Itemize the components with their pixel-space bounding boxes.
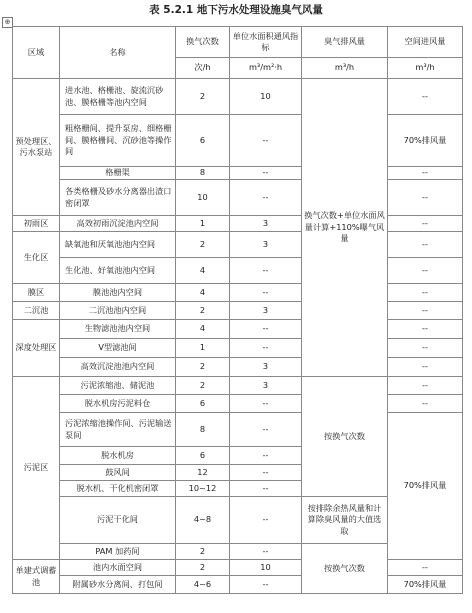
- name-cell: 进水池、格栅池、旋流沉砂池、膜格栅等池内空间: [60, 79, 176, 115]
- space-cell: 70%排风量: [388, 576, 463, 594]
- header-area: 区域: [13, 27, 60, 79]
- header-ach: 换气次数: [176, 27, 230, 58]
- name-cell: 生化池、好氧池池内空间: [60, 258, 176, 284]
- ach-cell: 10: [176, 180, 230, 216]
- space-cell: --: [388, 320, 463, 339]
- unit-cell: --: [230, 180, 302, 216]
- name-cell: 脱水机房污泥料仓: [60, 395, 176, 413]
- space-cell: --: [388, 560, 463, 576]
- ach-cell: 2: [176, 560, 230, 576]
- name-cell: PAM 加药间: [60, 544, 176, 560]
- table-row: [13, 167, 463, 180]
- ach-cell: 4~6: [176, 576, 230, 594]
- area-cell: 二沉池: [13, 302, 60, 320]
- name-cell: 脱水机、干化机密闭罩: [60, 481, 176, 497]
- ach-cell: 12: [176, 465, 230, 481]
- space-cell: --: [388, 216, 463, 232]
- header-name: 名称: [60, 27, 176, 79]
- space-cell: 70%排风量: [388, 115, 463, 167]
- unit-cell: --: [230, 320, 302, 339]
- space-cell: --: [388, 302, 463, 320]
- name-cell: V型滤池间: [60, 339, 176, 358]
- space-cell: --: [388, 79, 463, 115]
- odor-merged-cell: 按换气次数: [302, 377, 388, 497]
- unit-cell: --: [230, 465, 302, 481]
- table-row: [13, 576, 463, 594]
- ach-cell: 10~12: [176, 481, 230, 497]
- name-cell: 格栅渠: [60, 167, 176, 180]
- odor-merged-cell: 按排除余热风量和计算除臭风量的大值选取: [302, 497, 388, 544]
- space-cell: --: [388, 180, 463, 216]
- ach-cell: 4: [176, 284, 230, 302]
- table-title: 表 5.2.1 地下污水处理设施臭气风量: [149, 4, 323, 16]
- ach-cell: 4~8: [176, 497, 230, 544]
- ach-cell: 8: [176, 413, 230, 447]
- table-row: [13, 302, 463, 320]
- space-cell: --: [388, 232, 463, 258]
- table-row: [13, 339, 463, 358]
- name-cell: 粗格栅间、提升泵房、细格栅间、膜格栅间、沉砂池等操作间: [60, 115, 176, 167]
- name-cell: 高效沉淀池池内空间: [60, 358, 176, 377]
- ach-cell: 2: [176, 302, 230, 320]
- name-cell: 各类格栅及砂水分离器出渣口密闭罩: [60, 180, 176, 216]
- name-cell: 生物滤池池内空间: [60, 320, 176, 339]
- unit-cell: 3: [230, 232, 302, 258]
- name-cell: 附属砂水分离间、打包间: [60, 576, 176, 594]
- odor-merged-cell: 按换气次数: [302, 544, 388, 594]
- space-cell: --: [388, 395, 463, 413]
- unit-cell: 3: [230, 358, 302, 377]
- table-row: [13, 377, 463, 395]
- table-row: [13, 258, 463, 284]
- name-cell: 污泥浓缩池、储泥池: [60, 377, 176, 395]
- table-row: [13, 232, 463, 258]
- space-merged-cell: 70%排风量: [388, 413, 463, 560]
- table-move-handle-icon[interactable]: ⊕: [2, 17, 13, 28]
- space-cell: --: [388, 284, 463, 302]
- unit-ach: 次/h: [176, 58, 230, 79]
- unit-flow: m³/m²·h: [230, 58, 302, 79]
- ach-cell: 2: [176, 377, 230, 395]
- unit-cell: --: [230, 497, 302, 544]
- unit-cell: 10: [230, 79, 302, 115]
- space-cell: --: [388, 339, 463, 358]
- table-row: [13, 413, 463, 447]
- unit-cell: --: [230, 576, 302, 594]
- area-cell: 生化区: [13, 232, 60, 284]
- area-cell: 膜区: [13, 284, 60, 302]
- unit-cell: 3: [230, 216, 302, 232]
- name-cell: 缺氧池和厌氧池池内空间: [60, 232, 176, 258]
- unit-cell: --: [230, 544, 302, 560]
- space-cell: --: [388, 377, 463, 395]
- ach-cell: 4: [176, 258, 230, 284]
- name-cell: 脱水机房: [60, 447, 176, 465]
- unit-cell: --: [230, 167, 302, 180]
- ach-cell: 4: [176, 320, 230, 339]
- unit-cell: --: [230, 447, 302, 465]
- unit-cell: --: [230, 339, 302, 358]
- table-row: [13, 115, 463, 167]
- ach-cell: 2: [176, 232, 230, 258]
- space-cell: --: [388, 358, 463, 377]
- header-unit-flow: 单位水面积通风指标: [230, 27, 302, 58]
- ach-cell: 6: [176, 447, 230, 465]
- table-row: [13, 320, 463, 339]
- ach-cell: 2: [176, 544, 230, 560]
- unit-cell: 10: [230, 560, 302, 576]
- ach-cell: 2: [176, 358, 230, 377]
- name-cell: 高效初雨沉淀池内空间: [60, 216, 176, 232]
- name-cell: 膜池池内空间: [60, 284, 176, 302]
- table-row: [13, 560, 463, 576]
- table-row: [13, 180, 463, 216]
- unit-space: m³/h: [388, 58, 463, 79]
- odor-merged-cell: 换气次数+单位水面风量计算+110%曝气风量: [302, 79, 388, 377]
- name-cell: 鼓风间: [60, 465, 176, 481]
- name-cell: 污泥浓缩池操作间、污泥输送泵间: [60, 413, 176, 447]
- name-cell: 二沉池池内空间: [60, 302, 176, 320]
- name-cell: 污泥干化间: [60, 497, 176, 544]
- area-cell: 预处理区、污水泵站: [13, 79, 60, 216]
- table-row: [13, 284, 463, 302]
- ach-cell: 6: [176, 395, 230, 413]
- unit-cell: --: [230, 258, 302, 284]
- unit-odor: m³/h: [302, 58, 388, 79]
- table-row: [13, 216, 463, 232]
- space-cell: --: [388, 167, 463, 180]
- ach-cell: 1: [176, 216, 230, 232]
- space-cell: --: [388, 258, 463, 284]
- ach-cell: 8: [176, 167, 230, 180]
- table-row: [13, 395, 463, 413]
- area-cell: 深度处理区: [13, 320, 60, 377]
- odor-airflow-table: [12, 26, 463, 594]
- unit-cell: --: [230, 481, 302, 497]
- unit-cell: 3: [230, 377, 302, 395]
- area-cell: 初雨区: [13, 216, 60, 232]
- header-odor: 臭气排风量: [302, 27, 388, 58]
- area-cell: 污泥区: [13, 377, 60, 560]
- unit-cell: --: [230, 395, 302, 413]
- table-row: [13, 79, 463, 115]
- header-space: 空间进风量: [388, 27, 463, 58]
- ach-cell: 1: [176, 339, 230, 358]
- table-row: [13, 358, 463, 377]
- unit-cell: 3: [230, 302, 302, 320]
- name-cell: 池内水面空间: [60, 560, 176, 576]
- unit-cell: --: [230, 284, 302, 302]
- unit-cell: --: [230, 115, 302, 167]
- unit-cell: --: [230, 413, 302, 447]
- ach-cell: 6: [176, 115, 230, 167]
- ach-cell: 2: [176, 79, 230, 115]
- area-cell: 单建式调蓄池: [13, 560, 60, 594]
